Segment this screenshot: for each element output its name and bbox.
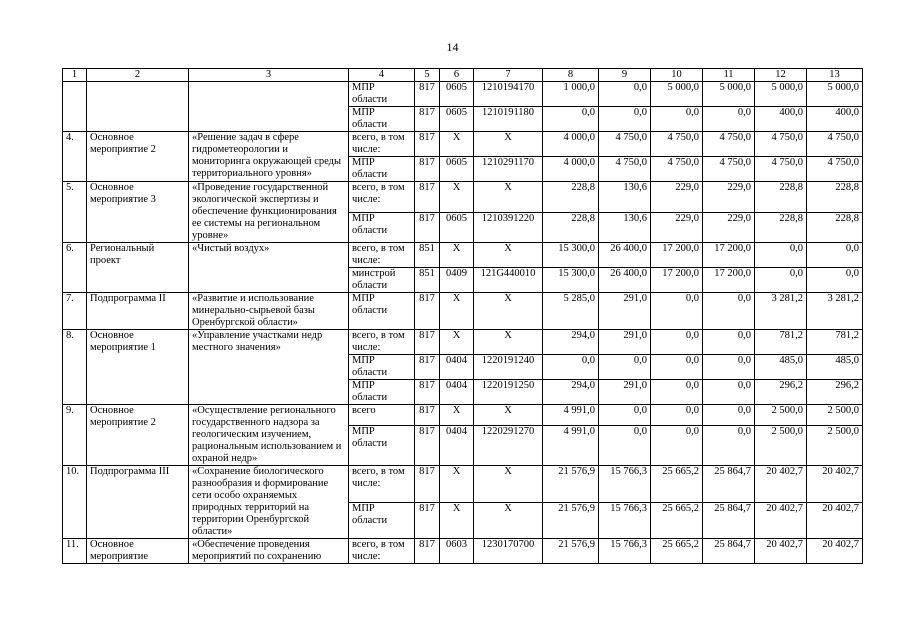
column-header: 12 [755,69,807,82]
item-name-cell: «Проведение государственной экологической экспертизы и обеспечение функционирования ее системы на региональном уровне» [189,182,349,243]
column-header: 1 [63,69,87,82]
funding-source-cell: МПР области [349,355,415,380]
item-type-cell: Основное мероприятие 3 [87,182,189,243]
target-article-cell: Х [474,330,543,355]
value-cell: 4 750,0 [807,132,863,157]
table-row [63,293,863,330]
target-article-cell: Х [474,405,543,426]
value-cell: 0,0 [703,380,755,405]
ministry-code-cell: 817 [415,293,440,330]
value-cell: 0,0 [651,380,703,405]
value-cell: 0,0 [543,107,599,132]
section-code-cell: Х [440,293,474,330]
funding-source-cell: МПР области [349,425,415,465]
value-cell: 0,0 [651,107,703,132]
item-name-cell: «Решение задач в сфере гидрометеорологии и мониторинга окружающей среды территориального уровня» [189,132,349,182]
section-code-cell: 0404 [440,355,474,380]
ministry-code-cell: 851 [415,243,440,268]
value-cell: 294,0 [543,330,599,355]
value-cell: 4 000,0 [543,157,599,182]
value-cell: 0,0 [599,425,651,465]
section-code-cell: 0603 [440,539,474,564]
row-number-cell: 10. [63,466,87,539]
section-code-cell: Х [440,466,474,503]
row-number-cell: 9. [63,405,87,466]
value-cell: 3 281,2 [807,293,863,330]
value-cell: 130,6 [599,182,651,213]
item-name-cell: «Обеспечение проведения мероприятий по сохранению [189,539,349,564]
value-cell: 20 402,7 [807,502,863,539]
value-cell: 0,0 [755,268,807,293]
target-article-cell: 1210391220 [474,212,543,243]
funding-source-cell: МПР области [349,502,415,539]
value-cell: 2 500,0 [755,405,807,426]
ministry-code-cell: 817 [415,355,440,380]
funding-source-cell: МПР области [349,157,415,182]
item-name-cell: «Сохранение биологического разнообразия и формирование сети особо охраняемых природных территорий на территории Оренбургской области» [189,466,349,539]
value-cell: 130,6 [599,212,651,243]
value-cell: 4 991,0 [543,425,599,465]
value-cell: 0,0 [755,243,807,268]
value-cell: 25 864,7 [703,466,755,503]
target-article-cell: 1230170700 [474,539,543,564]
section-code-cell: Х [440,182,474,213]
target-article-cell: Х [474,132,543,157]
table-body [63,82,863,564]
value-cell: 15 766,3 [599,466,651,503]
value-cell: 4 750,0 [755,132,807,157]
column-header: 4 [349,69,415,82]
value-cell: 228,8 [755,212,807,243]
value-cell: 229,0 [703,182,755,213]
value-cell: 15 300,0 [543,268,599,293]
value-cell: 0,0 [599,82,651,107]
value-cell: 20 402,7 [755,466,807,503]
row-number-cell: 5. [63,182,87,243]
funding-source-cell: всего, в том числе: [349,132,415,157]
value-cell: 0,0 [651,293,703,330]
target-article-cell: 1210194170 [474,82,543,107]
item-type-cell: Подпрограмма III [87,466,189,539]
item-type-cell: Основное мероприятие 1 [87,330,189,405]
value-cell: 5 000,0 [651,82,703,107]
value-cell: 2 500,0 [755,425,807,465]
table-row [63,82,863,107]
value-cell: 25 665,2 [651,539,703,564]
value-cell: 4 750,0 [703,157,755,182]
value-cell: 228,8 [543,182,599,213]
ministry-code-cell: 817 [415,157,440,182]
value-cell: 228,8 [543,212,599,243]
value-cell: 229,0 [651,182,703,213]
ministry-code-cell: 817 [415,425,440,465]
table-row [63,132,863,157]
value-cell: 0,0 [703,355,755,380]
ministry-code-cell: 817 [415,107,440,132]
row-number-cell: 4. [63,132,87,182]
table-row [63,539,863,564]
value-cell: 5 285,0 [543,293,599,330]
value-cell: 0,0 [543,355,599,380]
value-cell: 0,0 [651,355,703,380]
ministry-code-cell: 817 [415,466,440,503]
ministry-code-cell: 817 [415,380,440,405]
table-row [63,243,863,268]
value-cell: 17 200,0 [651,268,703,293]
value-cell: 781,2 [755,330,807,355]
value-cell: 0,0 [651,330,703,355]
value-cell: 4 750,0 [599,132,651,157]
table-row [63,182,863,213]
column-header: 13 [807,69,863,82]
value-cell: 228,8 [807,212,863,243]
item-type-cell [87,82,189,132]
table-row [63,330,863,355]
value-cell: 20 402,7 [755,539,807,564]
value-cell: 781,2 [807,330,863,355]
funding-source-cell: МПР области [349,107,415,132]
row-number-cell: 7. [63,293,87,330]
item-type-cell: Основное мероприятие [87,539,189,564]
ministry-code-cell: 817 [415,502,440,539]
value-cell: 4 750,0 [807,157,863,182]
value-cell: 294,0 [543,380,599,405]
target-article-cell: 1210291170 [474,157,543,182]
item-name-cell: «Управление участками недр местного значения» [189,330,349,405]
value-cell: 0,0 [599,405,651,426]
funding-source-cell: МПР области [349,380,415,405]
section-code-cell: 0605 [440,212,474,243]
value-cell: 228,8 [807,182,863,213]
ministry-code-cell: 817 [415,330,440,355]
header-row [63,69,863,82]
value-cell: 4 750,0 [703,132,755,157]
value-cell: 25 665,2 [651,466,703,503]
value-cell: 291,0 [599,330,651,355]
item-type-cell: Подпрограмма II [87,293,189,330]
row-number-cell [63,82,87,132]
value-cell: 229,0 [651,212,703,243]
section-code-cell: 0404 [440,380,474,405]
value-cell: 25 864,7 [703,502,755,539]
value-cell: 400,0 [755,107,807,132]
item-name-cell: «Чистый воздух» [189,243,349,293]
value-cell: 4 750,0 [599,157,651,182]
value-cell: 26 400,0 [599,243,651,268]
section-code-cell: Х [440,243,474,268]
ministry-code-cell: 817 [415,405,440,426]
value-cell: 17 200,0 [703,243,755,268]
target-article-cell: 1220191250 [474,380,543,405]
value-cell: 5 000,0 [807,82,863,107]
ministry-code-cell: 817 [415,182,440,213]
value-cell: 291,0 [599,293,651,330]
funding-source-cell: всего, в том числе: [349,243,415,268]
ministry-code-cell: 817 [415,132,440,157]
value-cell: 4 000,0 [543,132,599,157]
section-code-cell: Х [440,502,474,539]
ministry-code-cell: 817 [415,212,440,243]
value-cell: 4 991,0 [543,405,599,426]
item-name-cell [189,82,349,132]
target-article-cell: Х [474,182,543,213]
value-cell: 21 576,9 [543,502,599,539]
target-article-cell: 121G440010 [474,268,543,293]
item-name-cell: «Развитие и использование минерально-сырьевой базы Оренбургской области» [189,293,349,330]
item-type-cell: Региональный проект [87,243,189,293]
section-code-cell: Х [440,330,474,355]
value-cell: 0,0 [703,405,755,426]
table-row [63,405,863,426]
value-cell: 2 500,0 [807,425,863,465]
value-cell: 25 864,7 [703,539,755,564]
value-cell: 485,0 [807,355,863,380]
section-code-cell: 0404 [440,425,474,465]
section-code-cell: 0605 [440,107,474,132]
value-cell: 400,0 [807,107,863,132]
value-cell: 4 750,0 [755,157,807,182]
funding-source-cell: минстрой области [349,268,415,293]
column-header: 3 [189,69,349,82]
target-article-cell: Х [474,466,543,503]
value-cell: 229,0 [703,212,755,243]
ministry-code-cell: 817 [415,82,440,107]
funding-source-cell: МПР области [349,212,415,243]
target-article-cell: Х [474,293,543,330]
funding-source-cell: всего, в том числе: [349,539,415,564]
value-cell: 1 000,0 [543,82,599,107]
value-cell: 0,0 [703,330,755,355]
value-cell: 296,2 [755,380,807,405]
funding-source-cell: всего [349,405,415,426]
value-cell: 0,0 [651,425,703,465]
table-row [63,466,863,503]
column-header: 2 [87,69,189,82]
section-code-cell: 0605 [440,157,474,182]
item-type-cell: Основное мероприятие 2 [87,132,189,182]
target-article-cell: Х [474,502,543,539]
column-header: 6 [440,69,474,82]
value-cell: 20 402,7 [807,466,863,503]
budget-table [62,68,863,564]
value-cell: 25 665,2 [651,502,703,539]
value-cell: 0,0 [599,355,651,380]
column-header: 7 [474,69,543,82]
funding-source-cell: МПР области [349,293,415,330]
section-code-cell: 0409 [440,268,474,293]
row-number-cell: 8. [63,330,87,405]
column-header: 5 [415,69,440,82]
funding-source-cell: всего, в том числе: [349,330,415,355]
value-cell: 0,0 [703,425,755,465]
value-cell: 4 750,0 [651,132,703,157]
value-cell: 485,0 [755,355,807,380]
value-cell: 0,0 [703,107,755,132]
column-header: 11 [703,69,755,82]
section-code-cell: Х [440,405,474,426]
target-article-cell: 1210191180 [474,107,543,132]
target-article-cell: Х [474,243,543,268]
value-cell: 17 200,0 [703,268,755,293]
column-header: 10 [651,69,703,82]
funding-source-cell: всего, в том числе: [349,466,415,503]
value-cell: 0,0 [807,268,863,293]
value-cell: 15 766,3 [599,539,651,564]
value-cell: 15 300,0 [543,243,599,268]
value-cell: 291,0 [599,380,651,405]
value-cell: 5 000,0 [703,82,755,107]
row-number-cell: 6. [63,243,87,293]
item-name-cell: «Осуществление регионального государственного надзора за геологическим изучением, рациональным использованием и охраной недр» [189,405,349,466]
value-cell: 4 750,0 [651,157,703,182]
value-cell: 17 200,0 [651,243,703,268]
value-cell: 0,0 [599,107,651,132]
value-cell: 0,0 [807,243,863,268]
value-cell: 5 000,0 [755,82,807,107]
row-number-cell: 11. [63,539,87,564]
section-code-cell: 0605 [440,82,474,107]
target-article-cell: 1220191240 [474,355,543,380]
target-article-cell: 1220291270 [474,425,543,465]
value-cell: 228,8 [755,182,807,213]
page-number: 14 [446,40,459,54]
value-cell: 0,0 [651,405,703,426]
value-cell: 20 402,7 [755,502,807,539]
funding-source-cell: МПР области [349,82,415,107]
value-cell: 21 576,9 [543,466,599,503]
section-code-cell: Х [440,132,474,157]
value-cell: 3 281,2 [755,293,807,330]
value-cell: 21 576,9 [543,539,599,564]
value-cell: 296,2 [807,380,863,405]
value-cell: 0,0 [703,293,755,330]
ministry-code-cell: 851 [415,268,440,293]
funding-source-cell: всего, в том числе: [349,182,415,213]
item-type-cell: Основное мероприятие 2 [87,405,189,466]
value-cell: 15 766,3 [599,502,651,539]
value-cell: 26 400,0 [599,268,651,293]
value-cell: 20 402,7 [807,539,863,564]
value-cell: 2 500,0 [807,405,863,426]
column-header: 9 [599,69,651,82]
column-header: 8 [543,69,599,82]
ministry-code-cell: 817 [415,539,440,564]
